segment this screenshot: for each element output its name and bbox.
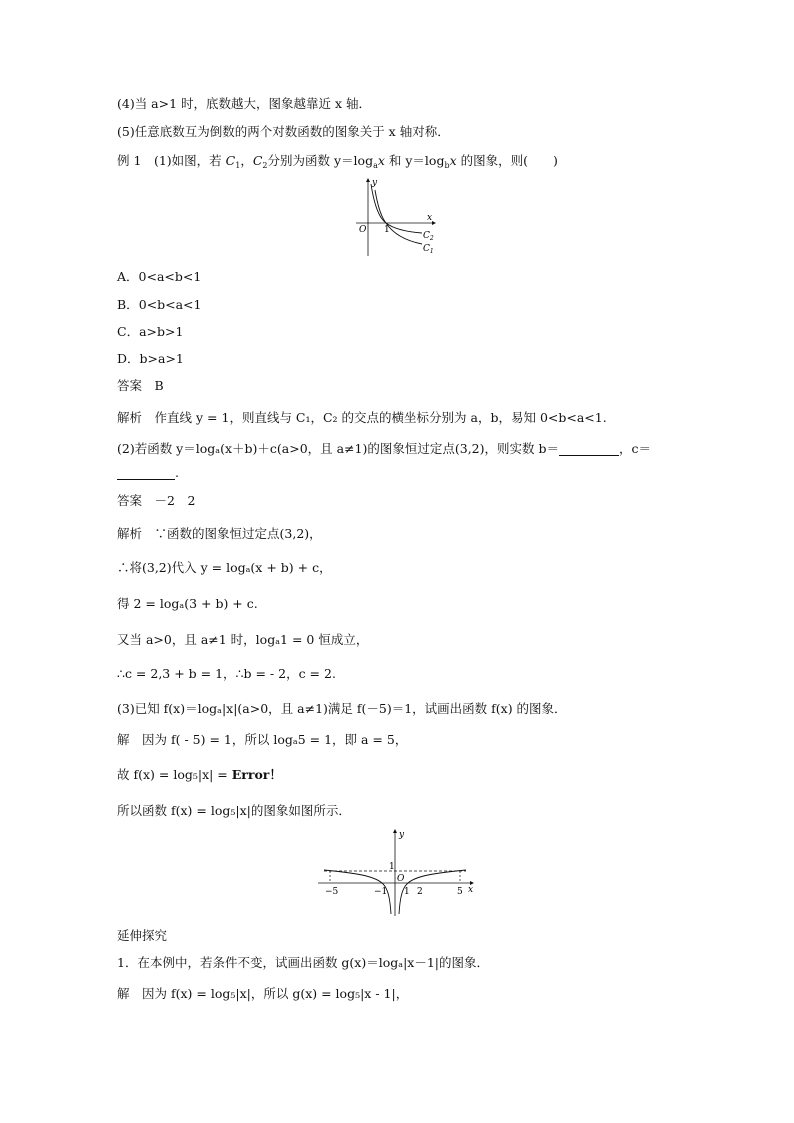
curve-c1-label: $C_1$ [423,244,434,255]
q3-solution-3: 所以函数 f(x) = log₅|x|的图象如图所示． [117,803,351,818]
tick-label: 1 [404,887,410,897]
q1-answer: 答案 B [117,378,164,393]
option-b: B．0<b<a<1 [117,297,202,312]
option-d: D．b>a>1 [117,351,184,366]
example1-q1-stem: 例 1 (1)如图，若 $C_1$，$C_2$分别为函数 $y=\log_ax$ 和 $y=\log_bx$ 的图象，则( ) [117,153,558,170]
point-5: (5)任意底数互为倒数的两个对数函数的图象关于 x 轴对称． [117,124,450,139]
q2-step-5: ∴c = 2,3 + b = 1，∴b = - 2，c = 2. [117,666,336,681]
extension-heading: 延伸探究 [117,928,168,943]
answer-blank-b[interactable] [559,443,619,456]
error-text: Error！ [231,767,282,782]
x-axis-label: x [468,885,474,895]
q2-stem: (2)若函数 y＝logₐ(x＋b)＋c(a>0，且 a≠1)的图象恒过定点(3,2)，则实数 b＝ ，c＝ [117,441,652,456]
origin-label: O [359,225,367,235]
tick-1-label: 1 [384,225,390,235]
y-axis-label: y [372,178,378,188]
x-axis-label: x [427,213,433,223]
origin-label: O [397,874,405,884]
tick-label: −5 [325,887,339,897]
q3-stem: (3)已知 f(x)＝logₐ|x|(a>0，且 a≠1)满足 f(－5)＝1，试画出函数 f(x) 的图象． [117,701,567,716]
q2-step-3: 得 2 = logₐ(3 + b) + c. [117,596,258,611]
q2-analysis: 解析 ∵函数的图象恒过定点(3,2)， [117,526,322,541]
extension-item-1: 1．在本例中，若条件不变，试画出函数 g(x)＝logₐ|x－1|的图象． [117,955,490,970]
answer-blank-c[interactable] [117,467,175,480]
q3-solution-2: 故 f(x) = log₅|x| = Error！ [117,767,282,782]
y-axis-label: y [399,830,405,840]
q2-step-2: ∴将(3,2)代入 y = logₐ(x + b) + c， [117,560,332,575]
tick-label: −1 [374,887,388,897]
q2-step-4: 又当 a>0，且 a≠1 时，logₐ1 = 0 恒成立， [117,632,369,647]
curve-c2-label: $C_2$ [423,231,434,242]
q3-solution-1: 解 因为 f( - 5) = 1，所以 logₐ5 = 1，即 a = 5， [117,732,408,747]
extension-solution: 解 因为 f(x) = log₅|x|，所以 g(x) = log₅|x - 1|， [117,986,409,1001]
tick-label: 5 [457,887,463,897]
tick-y1-label: 1 [389,862,395,872]
example-label: 例 1 [117,153,142,168]
option-a: A．0<a<b<1 [117,269,202,284]
figure-log-abs [316,828,478,918]
point-4: (4)当 a>1 时，底数越大，图象越靠近 x 轴． [117,96,372,111]
curve-c2 [371,184,422,233]
figure-log-curves [352,176,446,260]
q2-answer: 答案 －2 2 [117,493,196,508]
option-c: C．a>b>1 [117,324,184,339]
q2-stem-continued: . [117,465,179,481]
q1-analysis: 解析 作直线 y = 1，则直线与 C₁，C₂ 的交点的横坐标分别为 a，b，易知 0<b<a<1. [117,410,607,425]
curve-c1 [375,190,422,244]
tick-label: 2 [417,887,423,897]
